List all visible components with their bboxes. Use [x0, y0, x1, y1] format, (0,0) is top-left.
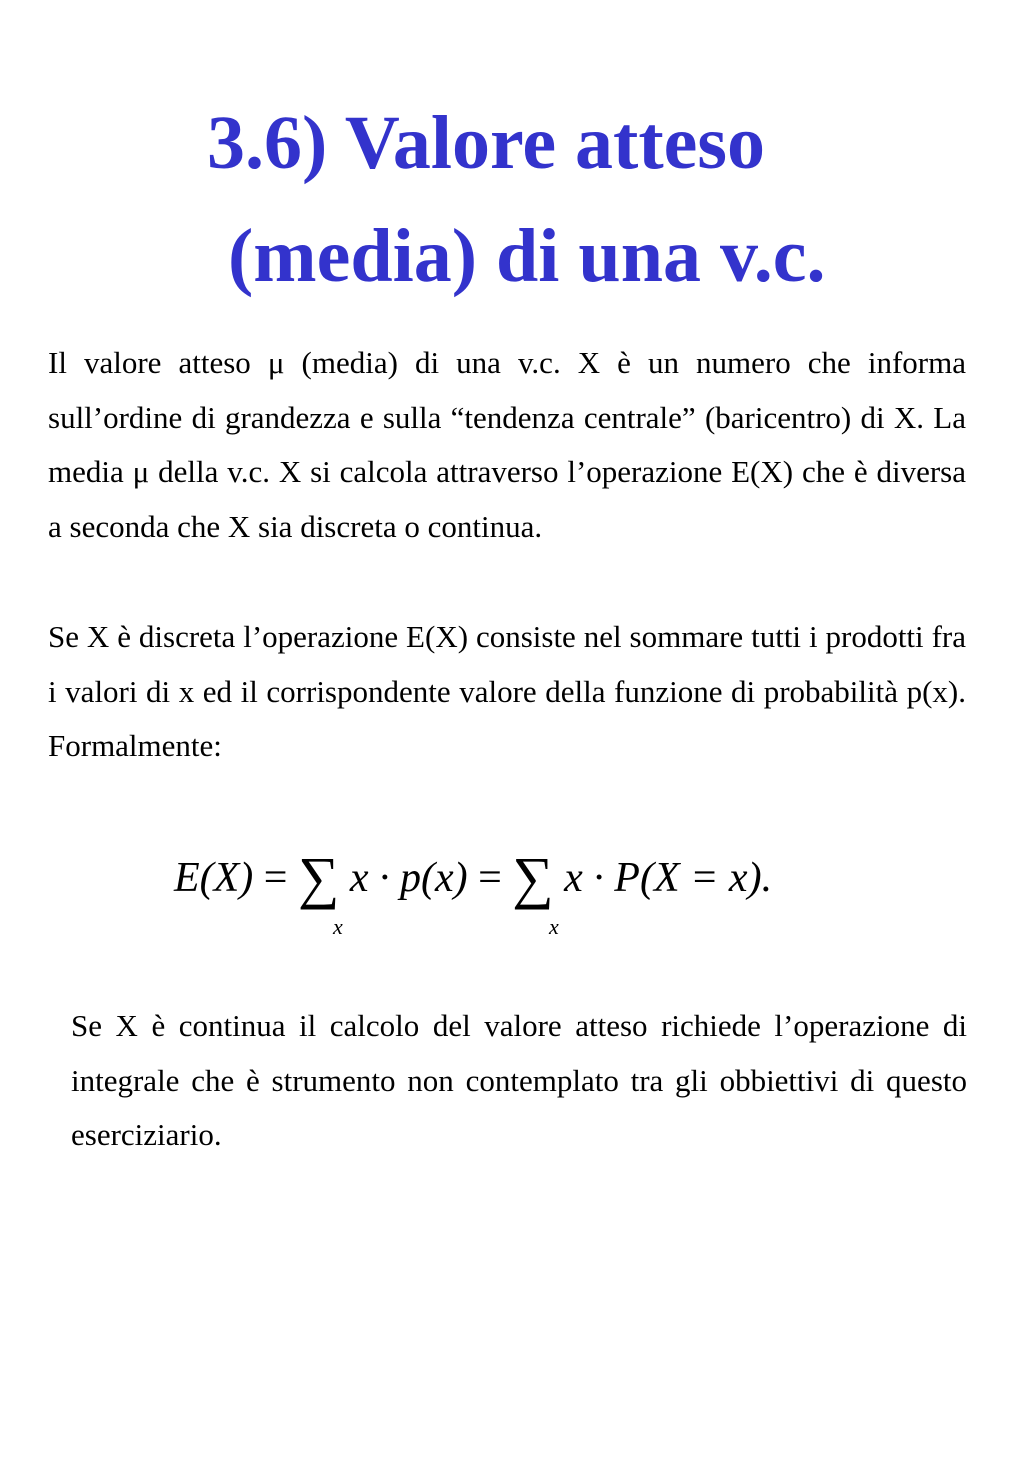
summation-index-2: x [549, 914, 559, 939]
formula-term-1: x · p(x) [349, 855, 468, 901]
formula-equals-1: = [263, 855, 288, 901]
formula-row [174, 838, 772, 918]
summation-index-1: x [333, 914, 343, 939]
formula-lhs: E(X) [174, 855, 254, 901]
formula-equals-2: = [478, 855, 502, 901]
paragraph-definition: Il valore atteso μ (media) di una v.c. X è un numero che informa sull’ordine di grandezza e sulla “tendenza centrale” (baricentro) di X. La media μ della v.c. X si calcola attraverso l’operazione E(X) che è diversa a seconda che X sia discreta o continua. [48, 345, 966, 544]
paragraph-discrete: Se X è discreta l’operazione E(X) consiste nel sommare tutti i prodotti fra i valori di x ed il corrispondente valore della funzione di probabilità p(x). Formalmente: [48, 619, 966, 764]
summation-symbol-1: ∑ [297, 845, 340, 910]
summation-symbol-2: ∑ [512, 845, 554, 910]
expected-value-formula [174, 838, 894, 948]
formula-term-2: x · P(X = x). [564, 855, 773, 901]
page-title-line-2: (media) di una v.c. [228, 214, 826, 298]
paragraph-continuous: Se X è continua il calcolo del valore atteso richiede l’operazione di integrale che è strumento non contemplato tra gli obbiettivi di questo eserciziario. [71, 1008, 967, 1153]
page-title-line-1: 3.6) Valore atteso [207, 101, 765, 185]
